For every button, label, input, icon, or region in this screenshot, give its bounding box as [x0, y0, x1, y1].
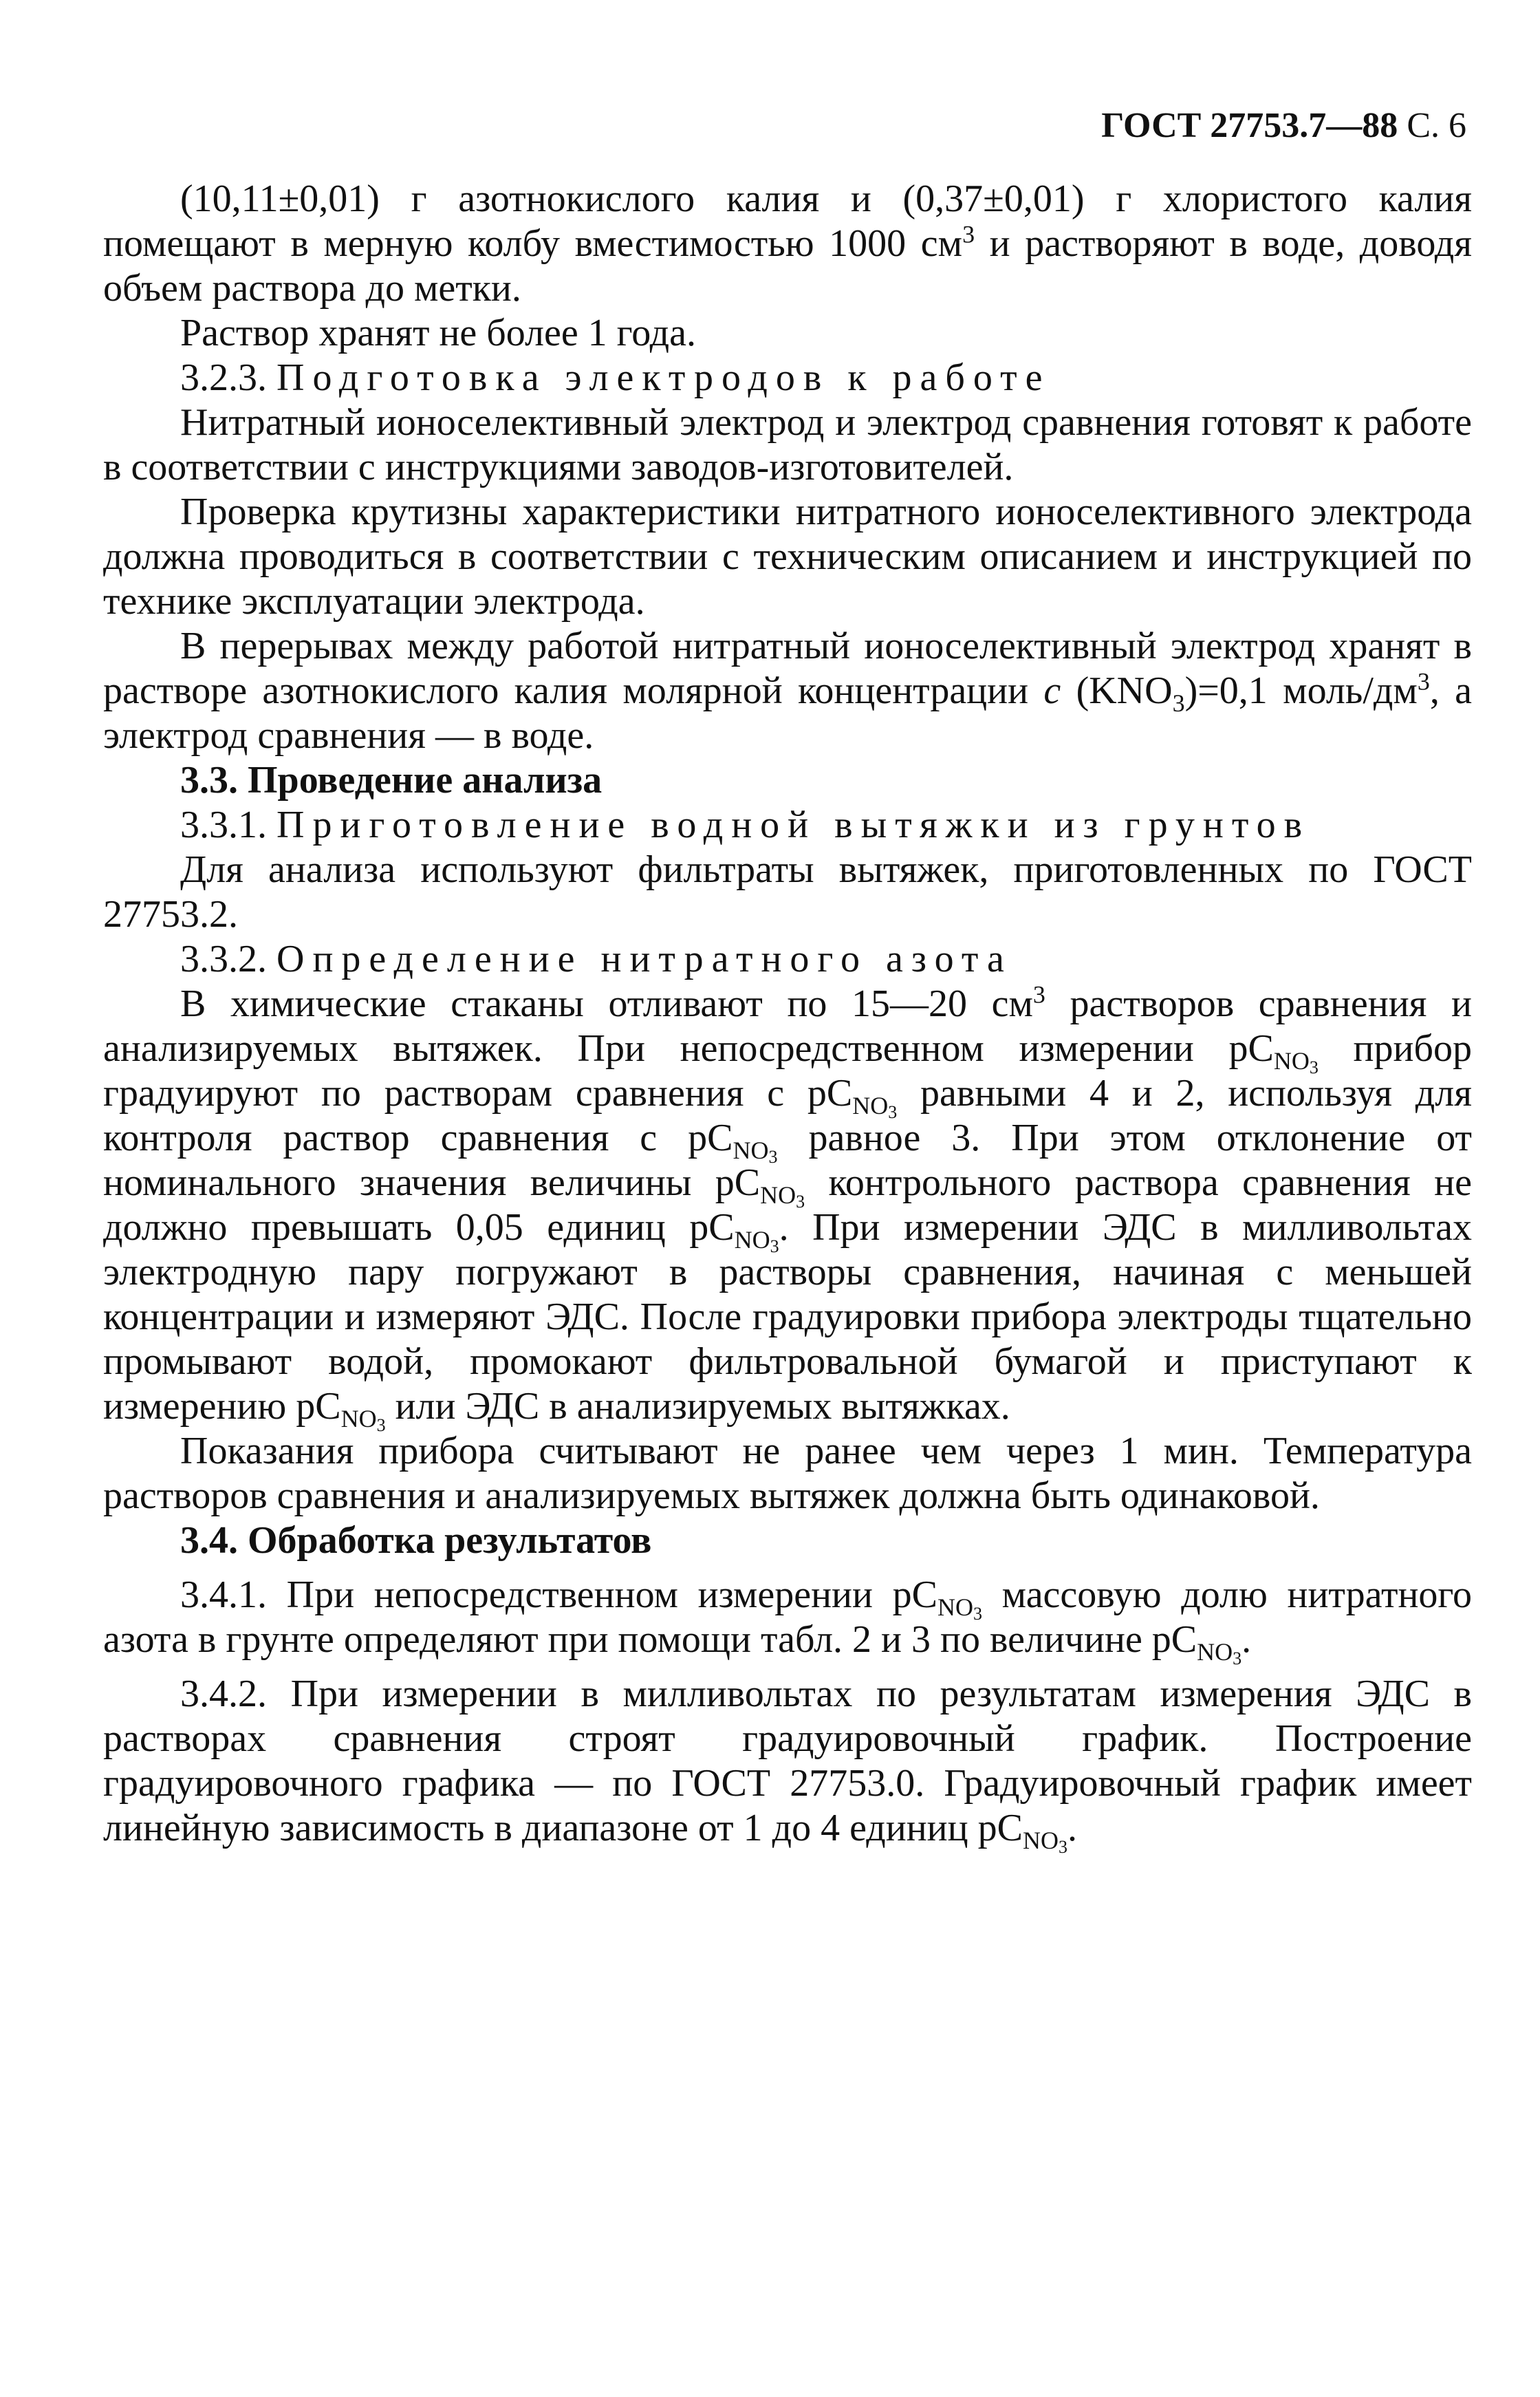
- standard-number: ГОСТ 27753.7—88: [1101, 106, 1398, 145]
- paragraph-3-4-1: 3.4.1. При непосредственном измерении $pC_{NO_3}$ массовую долю нитратного азота в грунте определяют при помощи табл. 2 и 3 по величине $pC_{NO_3}$.: [103, 1573, 1472, 1668]
- page-number: С. 6: [1407, 106, 1466, 145]
- pcno3-notation: $pC_{NO_3}$: [715, 1161, 805, 1212]
- pcno3-notation: $pC_{NO_3}$: [688, 1117, 778, 1167]
- paragraph-electrode-prep: Нитратный ионоселективный электрод и электрод сравнения готовят к работе в соответствии с инструкциями заводов-изготовителей.: [103, 401, 1472, 488]
- paragraph-slope-check: Проверка крутизны характеристики нитратного ионоселективного электрода должна проводиться в соответствии с техническим описанием и инструкцией по технике эксплуатации электрода.: [103, 491, 1472, 623]
- paragraph-nitrate-determination: В химические стаканы отливают по 15—20 $см^3$ растворов сравнения и анализируемых вытяжек. При непосредственном измерении $pC_{NO_3}$ прибор градуируют по растворам сравнения с $pC_{NO_3}$ равными 4 и 2, используя для контроля раствор сравнения с $pC_{NO_3}$ равное 3. При этом отклонение от номинального значения величины $pC_{NO_3}$ контрольного раствора сравнения не должно превышать 0,05 единиц $pC_{NO_3}$. При измерении ЭДС в милливольтах электродную пару погружают в растворы сравнения, начиная с меньшей концентрации и измеряют ЭДС. После градуировки прибора электроды тщательно промывают водой, промокают фильтровальной бумагой и приступают к измерению $pC_{NO_3}$ или ЭДС в анализируемых вытяжках.: [103, 980, 1473, 1435]
- paragraph-filtrates: Для анализа используют фильтраты вытяжек, приготовленных по ГОСТ 27753.2.: [103, 848, 1472, 936]
- paragraph-3-4-2: 3.4.2. При измерении в милливольтах по результатам измерения ЭДС в растворах сравнения строят градуировочный график. Построение градуировочного графика — по ГОСТ 27753.0. Градуировочный график имеет линейную зависимость в диапазоне от 1 до 4 единиц $pC_{NO_3}$.: [103, 1673, 1472, 1857]
- paragraph-reading-time: Показания прибора считывают не ранее чем через 1 мин. Температура растворов сравнения и анализируемых вытяжек должна быть одинаковой.: [103, 1430, 1472, 1517]
- pcno3-notation: $pC_{NO_3}$: [296, 1385, 386, 1435]
- document-page: [103, 103, 1473, 1857]
- section-3-2-3-heading: 3.2.3. Подготовка электродов к работе: [180, 356, 1051, 399]
- pcno3-notation: $pC_{NO_3}$: [1228, 1027, 1319, 1077]
- paragraph-electrode-storage: В перерывах между работой нитратный ионоселективный электрод хранят в растворе азотнокислого калия молярной концентрации с $(KNO_3)=0,1$ моль/$дм^3$, а электрод сравнения — в воде.: [103, 625, 1472, 757]
- page-header: [103, 103, 1472, 148]
- section-3-3-heading: 3.3. Проведение анализа: [180, 759, 603, 802]
- pcno3-notation: $pC_{NO_3}$: [892, 1573, 982, 1624]
- paragraph-storage: Раствор хранят не более 1 года.: [180, 312, 696, 354]
- section-3-4-heading: 3.4. Обработка результатов: [180, 1519, 652, 1562]
- section-3-3-1-heading: 3.3.1. Приготовление водной вытяжки из грунтов: [180, 804, 1311, 846]
- section-3-3-2-heading: 3.3.2. Определение нитратного азота: [180, 938, 1012, 980]
- pcno3-notation: $pC_{NO_3}$: [689, 1206, 779, 1256]
- pcno3-notation: $pC_{NO_3}$: [977, 1807, 1067, 1857]
- pcno3-notation: $pC_{NO_3}$: [807, 1072, 898, 1122]
- paragraph-solution-prep: (10,11±0,01) г азотнокислого калия и (0,37±0,01) г хлористого калия помещают в мерную колбу вместимостью 1000 $см^3$ и растворяют в воде, доводя объем раствора до метки.: [103, 178, 1472, 310]
- pcno3-notation: $pC_{NO_3}$: [1151, 1618, 1242, 1668]
